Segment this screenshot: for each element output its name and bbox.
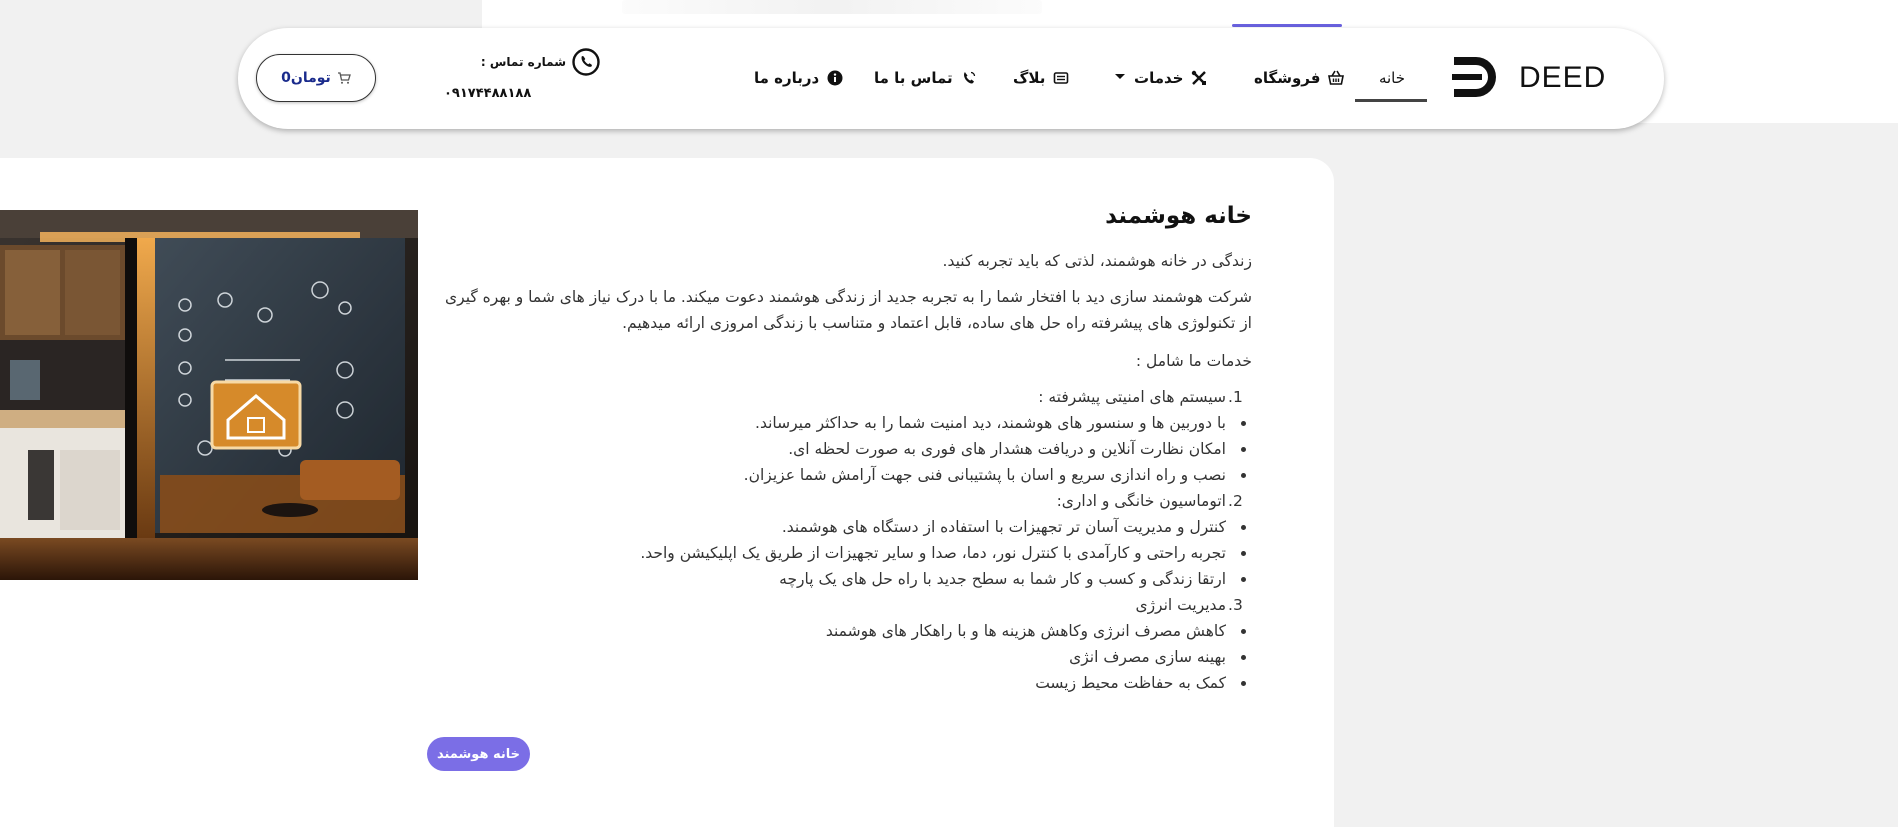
- list-item: ارتقا زندگی و کسب و کار شما به سطح جدید با راه حل های یک پارچه: [432, 566, 1226, 592]
- section-title: [432, 592, 1243, 618]
- section-items: [432, 410, 1226, 488]
- site-header: [238, 28, 1664, 129]
- section-number: 1.: [1228, 388, 1243, 406]
- cart-total: 0تومان: [281, 70, 331, 86]
- nav-item-label: فروشگاه: [1254, 69, 1321, 87]
- nav-item-contact[interactable]: [874, 66, 977, 90]
- list-item: کاهش مصرف انرژی وکاهش هزینه ها و با راهکار های هوشمند: [432, 618, 1226, 644]
- article: [432, 200, 1252, 696]
- section-title: [432, 488, 1243, 514]
- shop-basket-icon: [1328, 70, 1344, 86]
- contact-label: [450, 50, 600, 74]
- nav-item-label: خانه: [1378, 69, 1406, 87]
- active-nav-underline: [1355, 99, 1427, 102]
- section-title-text: مدیریت انرژی: [1135, 596, 1226, 614]
- list-item: تجربه راحتی و کارآمدی با کنترل نور، دما، صدا و سایر تجهیزات از طریق یک اپلیکیشن واحد.: [432, 540, 1226, 566]
- nav-item-shop[interactable]: [1254, 66, 1344, 90]
- article-paragraph: شرکت هوشمند سازی دید با افتخار شما را به تجربه جدید از زندگی هوشمند دعوت میکند. ما با درک نیاز های شما و بهره گیری از تکنولوژی های پیشرفته راه حل های ساده، قابل اعتماد و متناسب با زندگی امروزی ارائه میدهیم.: [445, 288, 1252, 332]
- section-title: [432, 384, 1243, 410]
- faded-top-content: [622, 0, 1042, 14]
- phone-ring-icon: [961, 70, 977, 86]
- list-item: کنترل و مدیریت آسان تر تجهیزات با استفاده از دستگاه های هوشمند.: [432, 514, 1226, 540]
- list-item: با دوربین ها و سنسور های هوشمند، دید امنیت شما را به حداکثر میرساند.: [432, 410, 1226, 436]
- services-section: [432, 384, 1243, 488]
- info-icon: [827, 70, 843, 86]
- cart-button[interactable]: [256, 54, 376, 102]
- nav-item-services[interactable]: [1114, 66, 1207, 90]
- nav-item-label: خدمات: [1134, 69, 1184, 87]
- list-item: امکان نظارت آنلاین و دریافت هشدار های فوری به صورت لحظه ای.: [432, 436, 1226, 462]
- section-number: 3.: [1228, 596, 1243, 614]
- list-item: کمک به حفاظت محیط زیست: [432, 670, 1226, 696]
- services-section: [432, 592, 1243, 696]
- tools-icon: [1191, 70, 1207, 86]
- contact-label-text: شماره تماس :: [480, 55, 566, 69]
- chevron-down-icon: [1114, 70, 1126, 86]
- nav-item-about[interactable]: [754, 66, 843, 90]
- list-item: بهینه سازی مصرف انژی: [432, 644, 1226, 670]
- accent-line: [1232, 24, 1342, 27]
- nav-item-label: تماس با ما: [874, 69, 953, 87]
- services-heading: خدمات ما شامل :: [1135, 352, 1252, 370]
- section-items: [432, 514, 1226, 592]
- newspaper-icon: [1053, 70, 1069, 86]
- smart-home-image: [0, 210, 418, 580]
- nav-item-home[interactable]: [1354, 66, 1430, 90]
- brand-logo[interactable]: [1452, 51, 1652, 107]
- services-list: [432, 384, 1252, 696]
- nav-item-label: درباره ما: [754, 69, 820, 87]
- nav-item-blog[interactable]: [1013, 66, 1069, 90]
- contact-phone-number[interactable]: ۰۹۱۷۴۴۸۸۱۸۸: [444, 86, 532, 101]
- nav-item-label: بلاگ: [1013, 69, 1046, 87]
- tag-smart-home[interactable]: خانه هوشمند: [427, 737, 530, 771]
- list-item: نصب و راه اندازی سریع و اسان با پشتیبانی فنی جهت آرامش شما عزیزان.: [432, 462, 1226, 488]
- smart-home-illustration: [0, 210, 418, 580]
- section-items: [432, 618, 1226, 696]
- cart-icon: [337, 71, 351, 85]
- section-number: 2.: [1228, 492, 1243, 510]
- article-title: خانه هوشمند: [1105, 203, 1252, 229]
- deed-logo-icon: [1452, 55, 1498, 99]
- phone-circle-icon: [572, 48, 600, 76]
- services-section: [432, 488, 1243, 592]
- brand-name: DEED: [1519, 61, 1607, 94]
- article-intro: زندگی در خانه هوشمند، لذتی که باید تجربه کنید.: [942, 252, 1252, 270]
- section-title-text: اتوماسیون خانگی و اداری:: [1056, 492, 1226, 510]
- section-title-text: سیستم های امنیتی پیشرفته :: [1038, 388, 1226, 406]
